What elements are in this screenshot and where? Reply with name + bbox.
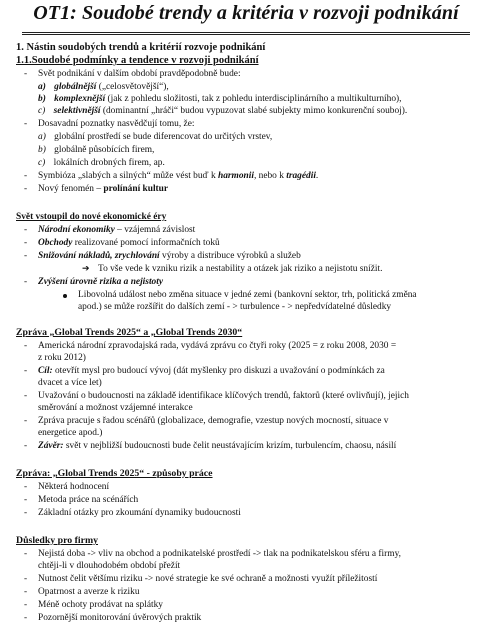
text-line: Libovolná událost nebo změna situace v jedné zemi (bankovní sektor, trh, politická změna xyxy=(78,290,417,300)
list-item: - Nutnost čelit většímu riziku -> nové strategie ke své ochraně a možnosti využít příležitostí xyxy=(38,573,377,585)
text-line xyxy=(38,183,168,195)
text: Symbióza „slabých a silných“ může vést buď k xyxy=(38,171,218,181)
emphasis: Závěr: xyxy=(38,441,64,451)
emphasis: komplexnější xyxy=(54,94,106,104)
arrow-right-icon: ➔ xyxy=(82,263,90,273)
list-item: - Některá hodnocení xyxy=(38,481,109,493)
heading-1-1: 1.1.Soudobé podmínky a tendence v rozvoji podnikání xyxy=(16,55,259,66)
text: , nebo k xyxy=(253,171,287,181)
emphasis: harmonii xyxy=(217,171,254,181)
text: („celosvětovější“), xyxy=(96,82,169,92)
list-marker: a) xyxy=(38,82,46,92)
emphasis: prolínání kultur xyxy=(103,184,169,194)
text-line: směrování a možnost vzájemné interakce xyxy=(38,403,193,413)
list-marker: c) xyxy=(38,106,46,116)
bullet-icon xyxy=(63,294,67,298)
text-line xyxy=(38,365,385,377)
text-line: z roku 2012) xyxy=(38,353,86,363)
text-line xyxy=(38,170,318,182)
text-line: energetice apod.) xyxy=(38,428,103,438)
emphasis: Obchody xyxy=(38,238,73,248)
text: otevřít mysl pro budoucí vývoj (dát myšlenky pro diskuzi a uvažování o podmínkách za xyxy=(52,366,385,376)
list-item xyxy=(38,157,165,169)
text-line: chtěji-li v dlouhodobém období přežít xyxy=(38,561,181,571)
text: . xyxy=(315,171,319,181)
text-line: - Americká národní zpravodajská rada, vydává zprávu co čtyři roky (2025 = z roku 2008, 2030 = xyxy=(38,340,396,352)
title-bar xyxy=(22,2,470,35)
heading-1: 1. Nástin soudobých trendů a kritérií rozvoje podnikání xyxy=(16,42,266,53)
list-marker: c) xyxy=(38,158,46,168)
list-item xyxy=(38,81,169,93)
section-title: Zpráva: „Global Trends 2025“ - způsoby práce xyxy=(16,468,213,479)
text: Nový fenomén – xyxy=(38,184,104,194)
text: – vzájemná závislost xyxy=(114,225,196,235)
emphasis: Národní ekonomiky xyxy=(38,225,115,235)
emphasis: globálnější xyxy=(54,82,97,92)
list-item: - Pozornější monitorování úvěrových praktik xyxy=(38,612,201,624)
text: (jak z pohledu složitosti, tak z pohledu interdisciplinárního a multikulturního), xyxy=(105,94,402,104)
list-marker: b) xyxy=(38,145,46,155)
section-title: Svět vstoupil do nové ekonomické éry xyxy=(16,212,167,222)
text-line: - Uvažování o budoucnosti na základě identifikace klíčových trendů, faktorů (které ovlivňují), jejich xyxy=(38,390,409,402)
list-marker: a) xyxy=(38,132,46,142)
list-item: - Nejistá doba -> vliv na obchod a podnikatelské prostředí -> tlak na podnikatelskou sféru a firmy, xyxy=(38,548,401,560)
text-line: dvacet a více let) xyxy=(38,378,102,388)
emphasis: selektivnější xyxy=(53,106,101,116)
list-item xyxy=(38,144,154,156)
text: (dominantní „hráči“ budou vypuzovat slabé subjekty mimo konkurenční souboj). xyxy=(100,106,408,116)
section-title: Důsledky pro firmy xyxy=(16,535,99,546)
list-item: - Opatrnost a averze k riziku xyxy=(38,586,140,598)
text: globálně působících firem, xyxy=(54,145,155,155)
list-item xyxy=(38,93,402,105)
text-line xyxy=(38,224,195,236)
text-line: - Svět podnikání v dalším období pravděpodobně bude: xyxy=(38,68,241,80)
text-line xyxy=(38,250,301,262)
text-line: apod.) se může rozšířit do dalších zemí - > turbulence - > nepředvídatelné důsledky xyxy=(78,302,392,312)
text: globální prostředí se bude diferencovat do určitých vrstev, xyxy=(54,132,273,142)
emphasis: Snižování nákladů, zrychlování xyxy=(38,251,160,261)
text-line: To vše vede k vzniku rizik a nestability a otázek jak riziko a nejistotu snížit. xyxy=(98,264,383,274)
text: výroby a distribuce výrobků a služeb xyxy=(159,251,301,261)
list-item: - Méně ochoty prodávat na splátky xyxy=(38,599,163,611)
emphasis: Cíl: xyxy=(38,366,53,376)
list-marker: b) xyxy=(38,94,46,104)
section-title: Zpráva „Global Trends 2025“ a „Global Trends 2030“ xyxy=(16,327,243,338)
emphasis: Zvýšení úrovně rizika a nejistoty xyxy=(38,277,163,287)
text-line xyxy=(38,440,396,452)
emphasis: tragédii xyxy=(286,171,316,181)
text: lokálních drobných firem, ap. xyxy=(53,158,165,168)
list-item xyxy=(38,105,407,117)
text-line: - Zpráva pracuje s řadou scénářů (globalizace, demografie, vzestup nových mocností, situace v xyxy=(38,415,388,427)
text-line: - Dosavadní poznatky nasvědčují tomu, že: xyxy=(38,118,194,130)
list-item: - Metoda práce na scénářích xyxy=(38,494,138,506)
text-line xyxy=(38,237,220,249)
text: svět v nejbližší budoucnosti bude čelit neustávajícím krizím, turbulencím, chaosu, násilí xyxy=(63,441,397,451)
text: realizované pomocí informačních toků xyxy=(72,238,220,248)
text-line xyxy=(38,276,163,288)
page-title: OT1: Soudobé trendy a kritéria v rozvoji podnikání xyxy=(33,2,459,24)
list-item: - Základní otázky pro zkoumání dynamiky budoucnosti xyxy=(38,507,241,519)
list-item xyxy=(38,131,272,143)
